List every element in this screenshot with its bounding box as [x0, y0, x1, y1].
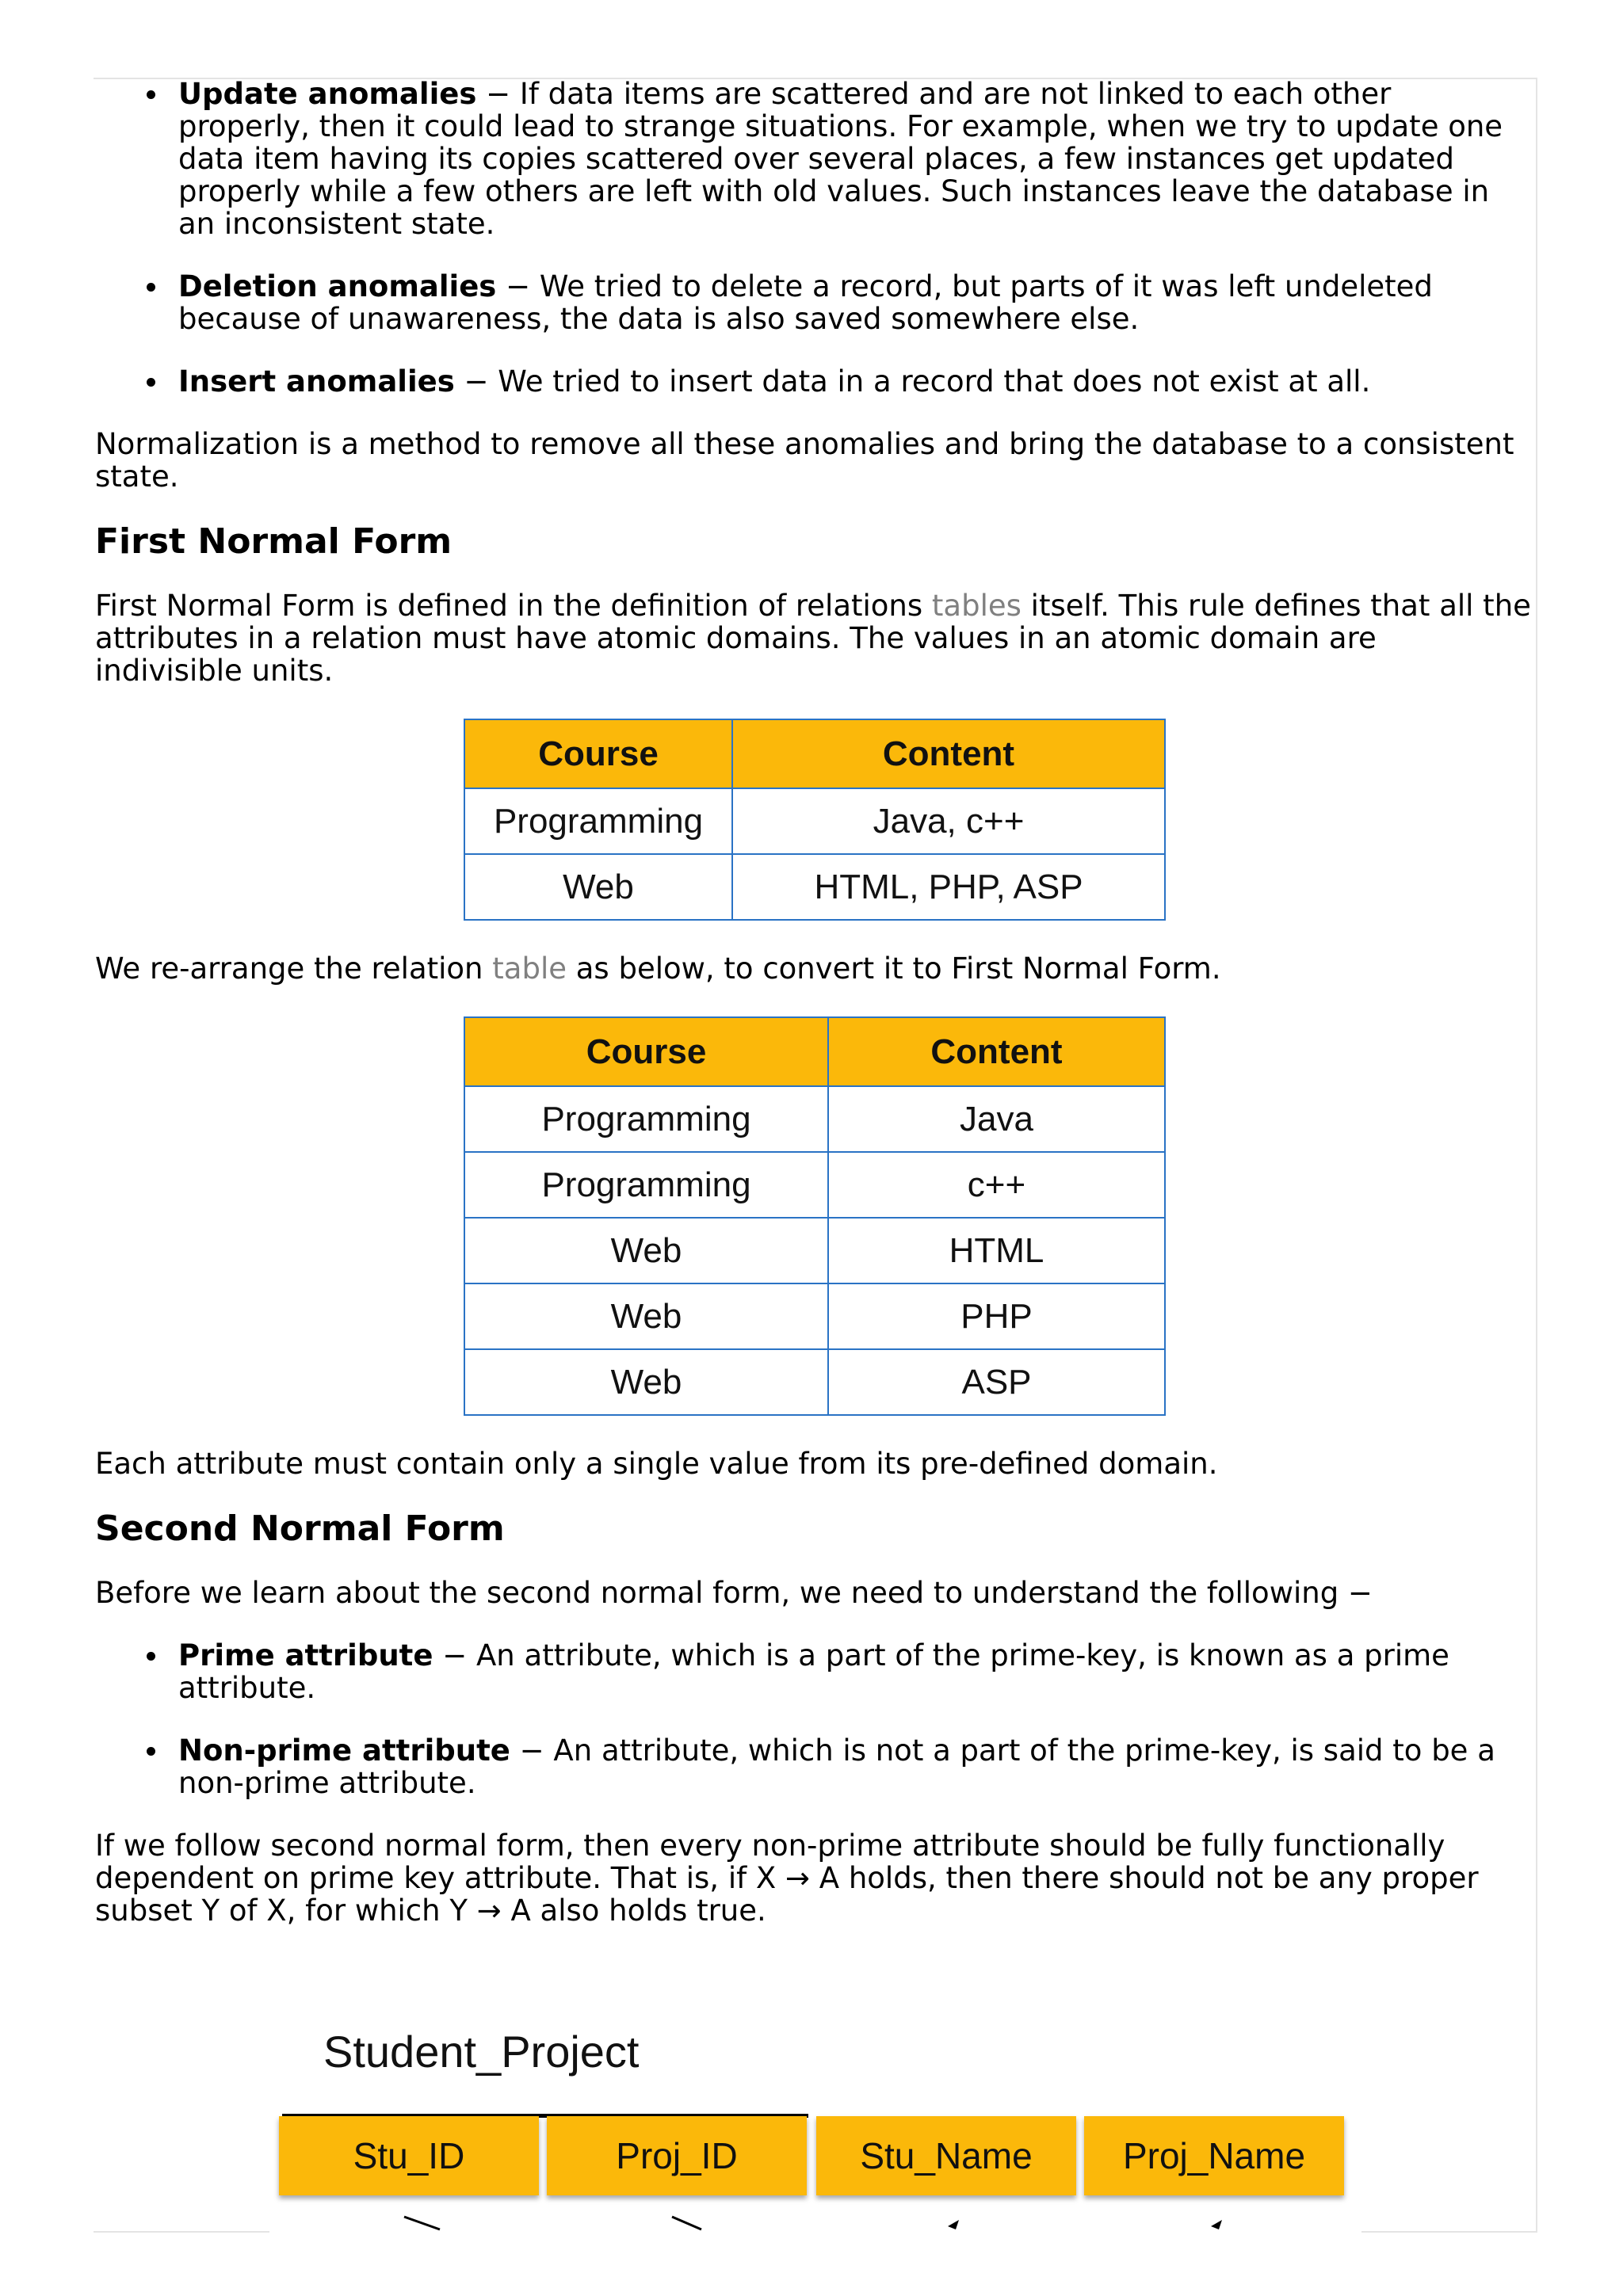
arrow-head — [948, 2220, 959, 2229]
bullet-term: Update anomalies — [178, 77, 477, 111]
table-cell: HTML — [828, 1218, 1165, 1283]
tables-link[interactable]: tables — [931, 589, 1022, 623]
table-row — [464, 788, 1165, 854]
page-frame-bottom-right — [1361, 2231, 1537, 2233]
page-frame-bottom-left — [94, 2231, 269, 2233]
table-cell: Web — [464, 1349, 828, 1415]
list-item — [178, 78, 1531, 240]
column-header: Course — [464, 1017, 828, 1086]
table-header-row — [464, 1017, 1165, 1086]
rearrange-text: as below, to convert it to First Normal Form. — [567, 952, 1221, 986]
first-normal-form-table — [464, 1016, 1166, 1416]
anomalies-list — [95, 78, 1531, 398]
table-row — [464, 1152, 1165, 1218]
table-row — [464, 854, 1165, 920]
column-header: Content — [732, 719, 1165, 788]
list-item — [178, 1734, 1531, 1799]
first-normal-form-heading: First Normal Form — [95, 521, 453, 562]
table-cell: Web — [464, 854, 732, 920]
bullet-term: Non-prime attribute — [178, 1733, 510, 1768]
table-row — [464, 1086, 1165, 1152]
table-row — [464, 1218, 1165, 1283]
arrow-line — [404, 2217, 440, 2229]
bullet-text: − An attribute, which is not a part of the prime-key, is said to be a non-prime attribute. — [178, 1733, 1495, 1800]
intro-text: itself. This rule defines that all the attributes in a relation must have atomic domains. The values in an atomic domain are indivisible units. — [95, 589, 1531, 688]
table-link[interactable]: table — [492, 952, 567, 986]
normalization-paragraph: Normalization is a method to remove all these anomalies and bring the database to a consistent state. — [95, 427, 1514, 494]
arrow-line — [672, 2217, 701, 2229]
rearrange-text: We re-arrange the relation — [95, 952, 493, 986]
table-row — [464, 1349, 1165, 1415]
dependency-arrows — [269, 2210, 1363, 2234]
first-nf-intro — [95, 589, 1531, 687]
document-body — [95, 78, 1531, 1927]
bullet-text: − If data items are scattered and are not linked to each other properly, then it could lead to strange situations. For example, when we try to update one data item having its copies scattered over several places, a few instances get updated properly while a few others are left with old values. Such instances leave the database in an inconsistent state. — [178, 77, 1503, 241]
intro-text: First Normal Form is defined in the definition of relations — [95, 589, 932, 623]
second-normal-form-heading: Second Normal Form — [95, 1508, 505, 1549]
table-cell: c++ — [828, 1152, 1165, 1218]
column-header: Content — [828, 1017, 1165, 1086]
table-cell: Programming — [464, 1152, 828, 1218]
bullet-term: Prime attribute — [178, 1638, 433, 1672]
table-cell: Programming — [464, 1086, 828, 1152]
table-cell: Web — [464, 1283, 828, 1349]
table-cell: HTML, PHP, ASP — [732, 854, 1165, 920]
proj-name-header: Proj_Name — [1084, 2116, 1344, 2195]
table-cell: Java, c++ — [732, 788, 1165, 854]
single-value-paragraph: Each attribute must contain only a single value from its pre-defined domain. — [95, 1447, 1218, 1481]
bullet-text: − We tried to insert data in a record that does not exist at all. — [454, 364, 1371, 399]
list-item — [178, 1639, 1531, 1704]
student-project-title: Student_Project — [323, 2027, 640, 2077]
page-frame-right — [1536, 78, 1537, 2233]
second-nf-intro: Before we learn about the second normal form, we need to understand the following − — [95, 1576, 1373, 1610]
table-cell: PHP — [828, 1283, 1165, 1349]
table-row — [464, 1283, 1165, 1349]
course-content-table — [464, 719, 1166, 921]
table-header-row — [464, 719, 1165, 788]
bullet-term: Deletion anomalies — [178, 269, 497, 303]
list-item — [178, 270, 1531, 335]
list-item — [178, 365, 1531, 398]
column-header: Course — [464, 719, 732, 788]
rearrange-paragraph — [95, 952, 1531, 985]
table-cell: Programming — [464, 788, 732, 854]
proj-id-header: Proj_ID — [547, 2116, 807, 2195]
bullet-text: − We tried to delete a record, but parts of it was left undeleted because of unawareness, the data is also saved somewhere else. — [178, 269, 1433, 336]
table-cell: ASP — [828, 1349, 1165, 1415]
bullet-term: Insert anomalies — [178, 364, 455, 399]
table-cell: Java — [828, 1086, 1165, 1152]
table-cell: Web — [464, 1218, 828, 1283]
stu-name-header: Stu_Name — [816, 2116, 1076, 2195]
second-nf-rule: If we follow second normal form, then every non-prime attribute should be fully functionally dependent on prime key attribute. That is, if X → A holds, then there should not be any proper subset Y of X, for which Y → A also holds true. — [95, 1829, 1479, 1928]
arrow-head — [1211, 2220, 1222, 2229]
attribute-list — [95, 1639, 1531, 1799]
stu-id-header: Stu_ID — [279, 2116, 539, 2195]
bullet-text: − An attribute, which is a part of the prime-key, is known as a prime attribute. — [178, 1638, 1449, 1705]
